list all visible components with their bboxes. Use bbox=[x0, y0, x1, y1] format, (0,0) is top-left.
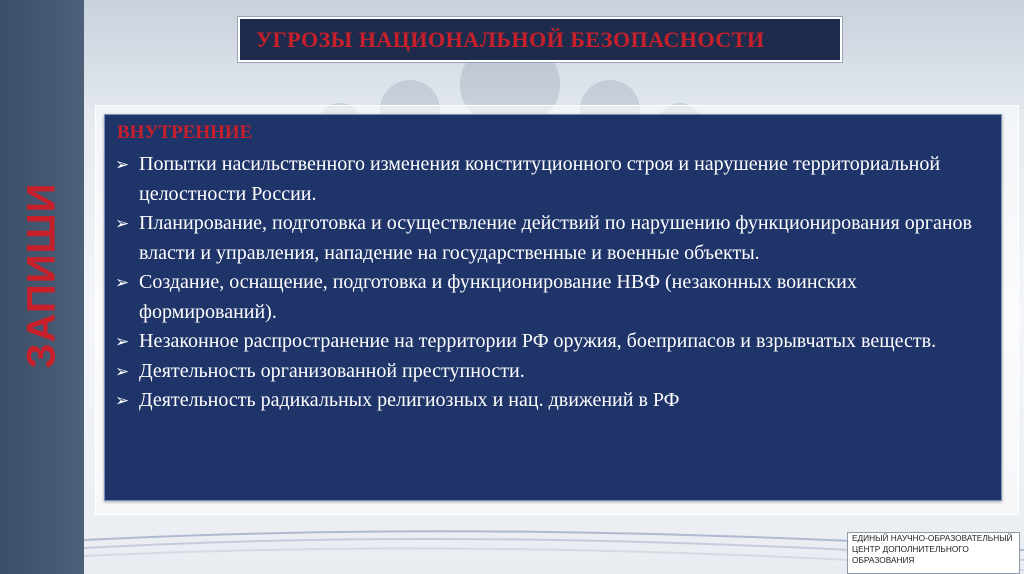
list-item-text: Создание, оснащение, подготовка и функционирование НВФ (незаконных воинских формирований). bbox=[139, 271, 857, 323]
org-line: ЦЕНТР ДОПОЛНИТЕЛЬНОГО bbox=[852, 544, 969, 554]
organization-label bbox=[847, 532, 1020, 574]
list-item-text: Деятельность радикальных религиозных и нац. движений в РФ bbox=[139, 389, 680, 411]
org-line: ОБРАЗОВАНИЯ bbox=[852, 555, 915, 565]
side-label bbox=[2, 182, 82, 368]
list-item-text: Незаконное распространение на территории РФ оружия, боеприпасов и взрывчатых веществ. bbox=[139, 330, 937, 352]
content-panel bbox=[104, 114, 1002, 501]
list-item bbox=[115, 386, 985, 416]
list-item-text: Планирование, подготовка и осуществление действий по нарушению функционирования органов власти и управления, нападение на государственные и военные объекты. bbox=[139, 212, 972, 264]
list-item bbox=[115, 209, 985, 268]
arrow-bullet-icon: ➢ bbox=[115, 391, 130, 410]
list-item-text: Попытки насильственного изменения конституционного строя и нарушение территориальной целостности России. bbox=[139, 153, 941, 205]
arrow-bullet-icon: ➢ bbox=[115, 155, 130, 174]
side-label-text: ЗАПИШИ bbox=[19, 182, 64, 368]
list-item-text: Деятельность организованной преступности. bbox=[139, 359, 525, 382]
title-banner bbox=[238, 17, 842, 62]
arrow-bullet-icon: ➢ bbox=[115, 332, 130, 351]
threat-list bbox=[115, 150, 985, 416]
list-item bbox=[115, 268, 985, 327]
org-line: ЕДИНЫЙ НАУЧНО-ОБРАЗОВАТЕЛЬНЫЙ bbox=[852, 533, 1013, 543]
arrow-bullet-icon: ➢ bbox=[115, 273, 130, 292]
arrow-bullet-icon: ➢ bbox=[115, 214, 130, 233]
section-heading: ВНУТРЕННИЕ bbox=[117, 122, 253, 143]
list-item bbox=[115, 357, 985, 387]
list-item bbox=[115, 327, 985, 357]
arrow-bullet-icon: ➢ bbox=[115, 361, 130, 381]
page-title: УГРОЗЫ НАЦИОНАЛЬНОЙ БЕЗОПАСНОСТИ bbox=[256, 27, 765, 52]
list-item bbox=[115, 150, 985, 209]
